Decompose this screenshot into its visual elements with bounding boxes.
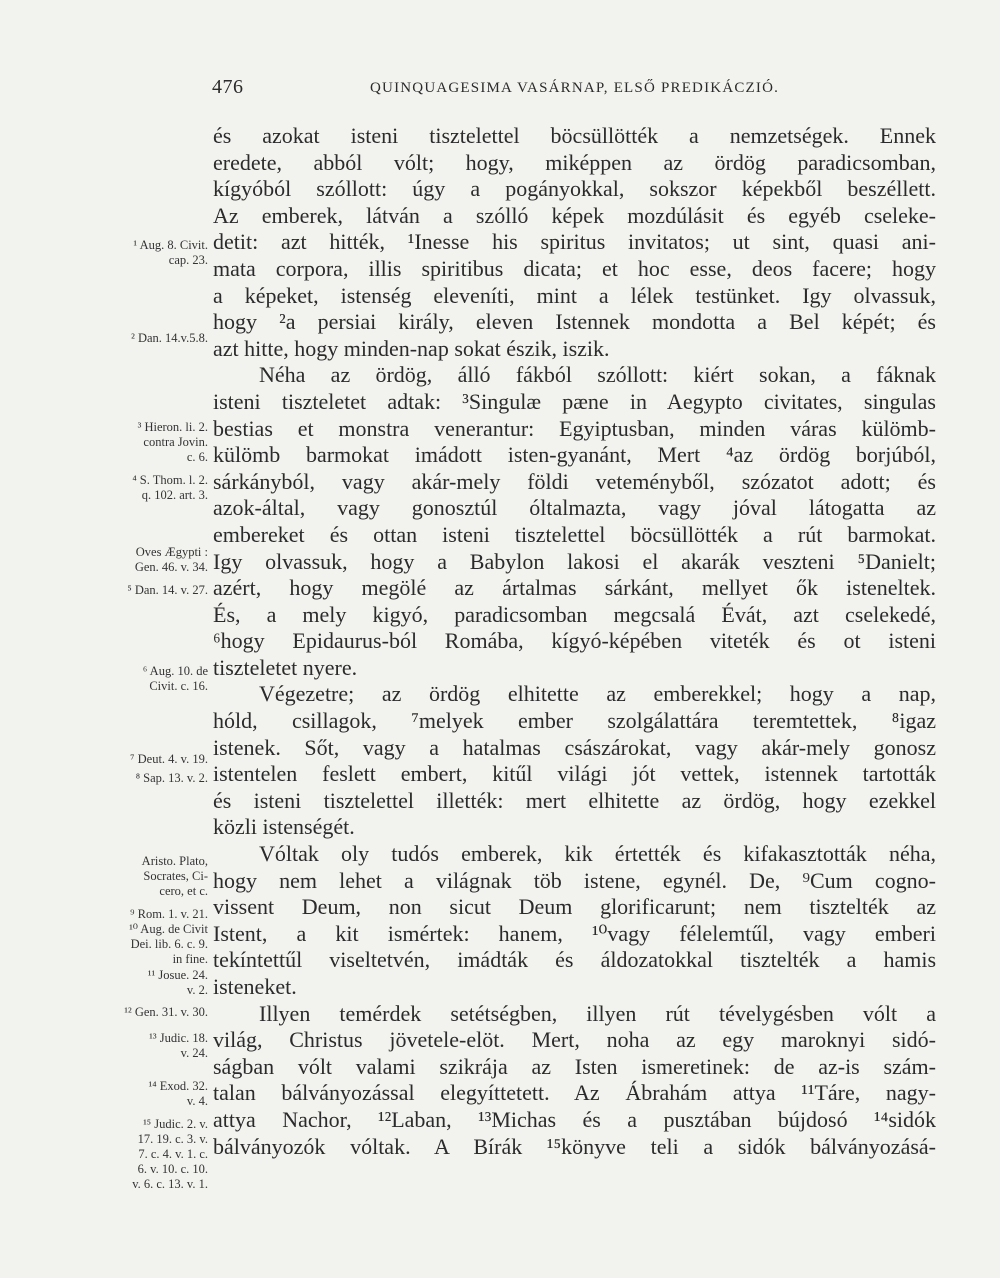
margin-note: ² Dan. 14.v.5.8. <box>131 331 208 345</box>
margin-note: ¹¹ Josue. 24. v. 2. <box>147 968 208 997</box>
text-line: ⁶hogy Epidaurus-ból Romába, kígyó-képében viteték és ot isteni <box>213 628 936 654</box>
text-line: Néha az ördög, álló fákból szóllott: kiért sokan, a fáknak <box>259 362 936 388</box>
text-line: talan bálványozással elegyíttetett. Az Ábrahám attya ¹¹Táre, nagy- <box>213 1080 936 1106</box>
text-line: világ, Christus jövetele-elöt. Mert, noha az egy maroknyi sidó- <box>213 1027 936 1053</box>
text-line: vissent Deum, non sicut Deum glorificarunt; nem tisztelték az <box>213 894 936 920</box>
margin-note: ⁸ Sap. 13. v. 2. <box>135 771 208 785</box>
text-line: bestias et monstra venerantur: Egyiptusban, minden váras külömb- <box>213 415 936 441</box>
text-line: tekíntettűl viseltetvén, imádták és áldozatokkal tisztelték a hamis <box>213 947 936 973</box>
text-line: és azokat isteni tisztelettel böcsüllötték a nemzetségek. Ennek <box>213 123 936 148</box>
margin-note: ⁴ S. Thom. l. 2. q. 102. art. 3. <box>132 473 208 502</box>
page-number: 476 <box>212 76 244 98</box>
text-line: Az emberek, látván a szólló képek mozdúlásit és egyéb cseleke- <box>213 202 936 228</box>
text-line: isteneket. <box>213 974 297 999</box>
text-line: tiszteletet nyere. <box>213 654 358 680</box>
margin-note: Aristo. Plato, Socrates, Ci- cero, et c. <box>141 854 208 898</box>
text-line: bálványozók vóltak. A Bírák ¹⁵könyve teli a sidók bálványozásá- <box>213 1133 936 1159</box>
text-line: azért, hogy megölé az ártalmas sárkánt, mellyet ők isteneltek. <box>213 575 936 601</box>
text-line: detit: azt hitték, ¹Inesse his spiritus invitatos; ut sint, quasi ani- <box>213 229 936 255</box>
text-line: hogy ²a persiai király, eleven Istennek mondotta a Bel képét; és <box>213 309 936 335</box>
text-line: és isteni tisztelettel illették: mert elhitette az ördög, hogy ezekkel <box>213 787 936 813</box>
margin-note: ¹⁵ Judic. 2. v. 17. 19. c. 3. v. 7. c. 4. v. 1. c. 6. v. 10. c. 10. v. 6. c. 13. v. 1. <box>132 1117 208 1191</box>
text-line: kígyóból szóllott: úgy a pogányokkal, sokszor képekből beszéllett. <box>213 176 936 202</box>
margin-note: ¹³ Judic. 18. v. 24. <box>149 1031 208 1060</box>
margin-note: ⁷ Deut. 4. v. 19. <box>130 752 208 766</box>
margin-note: ¹ Aug. 8. Civit. cap. 23. <box>133 238 208 267</box>
page-header <box>212 76 937 106</box>
margin-note: ⁹ Rom. 1. v. 21. <box>130 907 208 921</box>
text-line: a képeket, istenség eleveníti, mint a lélek testünket. Igy olvassuk, <box>213 282 936 308</box>
text-line: istenek. Sőt, vagy a hatalmas császárokat, vagy akár-mely gonosz <box>213 734 936 760</box>
text-line: Istent, a kit ismértek: hanem, ¹⁰vagy félelemtűl, vagy emberi <box>213 920 936 946</box>
text-line: Végezetre; az ördög elhitette az emberekkel; hogy a nap, <box>259 681 936 707</box>
text-line: külömb barmokat imádott isten-gyanánt, Mert ⁴az ördög borjúból, <box>213 442 936 468</box>
margin-note: ¹⁰ Aug. de Civit Dei. lib. 6. c. 9. in fine. <box>129 922 208 966</box>
text-line: sárkányból, vagy akár-mely földi veteményből, szózatot adott; és <box>213 468 936 494</box>
margin-note: ³ Hieron. li. 2. contra Jovin. c. 6. <box>137 420 208 464</box>
text-line: ságban vólt valami szikrája az Isten ismeretinek: de az-is szám- <box>213 1053 936 1079</box>
margin-note: ⁵ Dan. 14. v. 27. <box>127 583 208 597</box>
margin-notes <box>98 0 208 1278</box>
text-line: istentelen feslett embert, kitűl világi jót vettek, istennek tartották <box>213 761 936 787</box>
text-line: Illyen temérdek setétségben, illyen rút tévelygésben vólt a <box>259 1000 936 1026</box>
running-title: QUINQUAGESIMA VASÁRNAP, ELSŐ PREDIKÁCZIÓ. <box>370 80 780 96</box>
text-line: azok-által, vagy gonosztúl óltalmazta, vagy jóval látogatta az <box>213 495 936 521</box>
text-line: eredete, abból vólt; hogy, miképpen az ördög paradicsomban, <box>213 149 936 175</box>
text-line: azt hitte, hogy minden-nap sokat észik, iszik. <box>213 335 610 361</box>
margin-note: ⁶ Aug. 10. de Civit. c. 16. <box>142 664 208 693</box>
text-line: hogy nem lehet a világnak töb istene, egynél. De, ⁹Cum cogno- <box>213 867 936 893</box>
text-line: embereket és ottan isteni tisztelettel böcsüllötték a rút barmokat. <box>213 521 936 547</box>
margin-note: Oves Ægypti : Gen. 46. v. 34. <box>134 545 208 574</box>
margin-note: ¹² Gen. 31. v. 30. <box>124 1005 208 1019</box>
text-line: És, a mely kigyó, paradicsomban megcsalá Évát, azt cselekedé, <box>213 601 936 627</box>
text-line: mata corpora, illis spiritibus dicata; et hoc esse, deos facere; hogy <box>213 255 936 281</box>
margin-note: ¹⁴ Exod. 32. v. 4. <box>148 1079 208 1108</box>
text-line: Vóltak oly tudós emberek, kik értették és kifakasztották néha, <box>259 841 936 867</box>
body-text <box>213 123 936 1160</box>
text-line: hóld, csillagok, ⁷melyek ember szolgálattára teremtettek, ⁸igaz <box>213 708 936 734</box>
text-line: közli istenségét. <box>213 814 355 840</box>
text-line: Igy olvassuk, hogy a Babylon lakosi el akarák veszteni ⁵Danielt; <box>213 548 936 574</box>
text-line: isteni tiszteletet adtak: ³Singulæ pæne in Aegypto civitates, singulas <box>213 388 936 414</box>
text-line: attya Nachor, ¹²Laban, ¹³Michas és a pusztában bújdosó ¹⁴sidók <box>213 1106 936 1132</box>
